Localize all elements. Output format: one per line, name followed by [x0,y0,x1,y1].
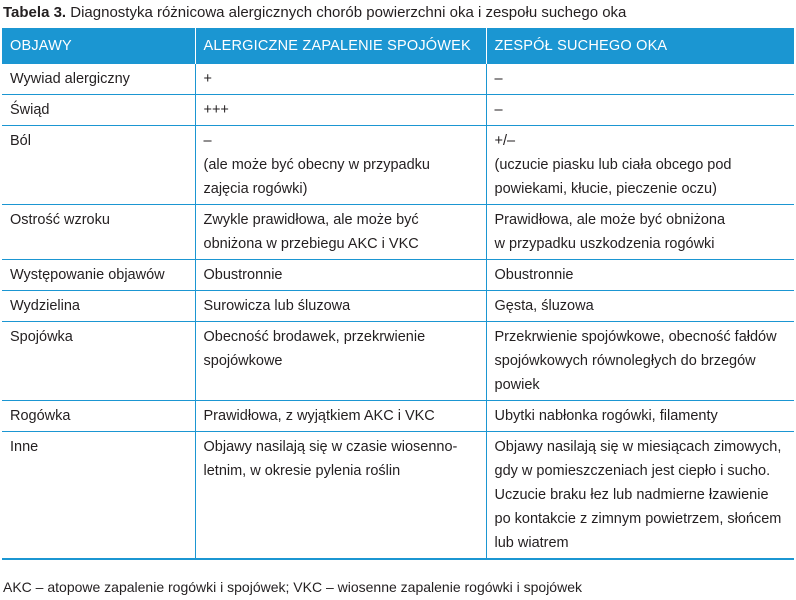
cell-objaw: Występowanie objawów [2,260,195,291]
caption-text: Diagnostyka różnicowa alergicznych chorób powierzchni oka i zespołu suchego oka [66,4,627,21]
caption-label: Tabela 3. [3,4,67,21]
cell-suche-oko [486,291,794,322]
footnote: AKC – atopowe zapalenie rogówki i spojówek; VKC – wiosenne zapalenie rogówki i spojówek [3,579,582,595]
table-row [2,401,794,432]
table-row [2,291,794,322]
cell-line: Obustronnie [203,267,283,283]
cell-line: Objawy nasilają się w miesiącach zimowych, [494,439,782,455]
cell-objaw: Rogówka [2,401,195,432]
cell-objaw: Ból [2,126,195,205]
cell-suche-oko [486,401,794,432]
differential-diagnosis-table [2,28,794,560]
cell-suche-oko [486,432,794,560]
cell-objaw: Spojówka [2,322,195,401]
cell-line: Obustronnie [494,267,574,283]
cell-alergiczne [195,95,486,126]
cell-line: spojówkowe [203,353,283,369]
cell-objaw: Świąd [2,95,195,126]
header-zespol-suchego-oka: ZESPÓŁ SUCHEGO OKA [486,28,794,64]
cell-line: Objawy nasilają się w czasie wiosenno- [203,439,458,455]
cell-line: – [203,133,212,149]
cell-suche-oko [486,260,794,291]
cell-alergiczne [195,291,486,322]
cell-alergiczne [195,401,486,432]
header-alergiczne-zapalenie: ALERGICZNE ZAPALENIE SPOJÓWEK [195,28,486,64]
cell-line: Surowicza lub śluzowa [203,298,351,314]
cell-alergiczne [195,432,486,560]
cell-line: – [494,71,503,87]
cell-objaw: Wydzielina [2,291,195,322]
cell-line: – [494,102,503,118]
cell-suche-oko [486,322,794,401]
cell-line: Prawidłowa, z wyjątkiem AKC i VKC [203,408,435,424]
cell-line: Ubytki nabłonka rogówki, filamenty [494,408,718,424]
cell-line: (uczucie piasku lub ciała obcego pod [494,157,732,173]
cell-suche-oko [486,64,794,95]
cell-line: Uczucie braku łez lub nadmierne łzawienie [494,487,769,503]
table-caption [3,4,793,22]
cell-line: w przypadku uszkodzenia rogówki [494,236,715,252]
table-row [2,95,794,126]
header-objawy: OBJAWY [2,28,195,64]
cell-line: Prawidłowa, ale może być obniżona [494,212,726,228]
table-row [2,260,794,291]
cell-line: letnim, w okresie pylenia roślin [203,463,401,479]
cell-line: lub wiatrem [494,535,569,551]
table-row [2,205,794,260]
cell-line: + [203,71,212,87]
cell-line: Przekrwienie spojówkowe, obecność fałdów [494,329,777,345]
cell-line: obniżona w przebiegu AKC i VKC [203,236,419,252]
table-row [2,64,794,95]
cell-line: spojówkowych równoległych do brzegów [494,353,756,369]
cell-alergiczne [195,126,486,205]
cell-line: zajęcia rogówki) [203,181,308,197]
cell-line: +/– [494,133,516,149]
table-row [2,126,794,205]
cell-objaw: Inne [2,432,195,560]
cell-objaw: Wywiad alergiczny [2,64,195,95]
table-row [2,322,794,401]
cell-suche-oko [486,95,794,126]
cell-line: +++ [203,102,229,118]
cell-line: Gęsta, śluzowa [494,298,594,314]
cell-line: Obecność brodawek, przekrwienie [203,329,426,345]
cell-alergiczne [195,205,486,260]
cell-alergiczne [195,64,486,95]
cell-alergiczne [195,260,486,291]
table-row [2,432,794,560]
table-body [2,64,794,559]
cell-objaw: Ostrość wzroku [2,205,195,260]
cell-line: Zwykle prawidłowa, ale może być [203,212,419,228]
cell-line: powiekami, kłucie, pieczenie oczu) [494,181,717,197]
cell-line: gdy w pomieszczeniach jest ciepło i sucho. [494,463,771,479]
cell-suche-oko [486,126,794,205]
cell-suche-oko [486,205,794,260]
cell-line: po kontakcie z zimnym powietrzem, słońcem [494,511,782,527]
cell-line: (ale może być obecny w przypadku [203,157,430,173]
cell-alergiczne [195,322,486,401]
cell-line: powiek [494,377,540,393]
header-row [2,28,794,64]
